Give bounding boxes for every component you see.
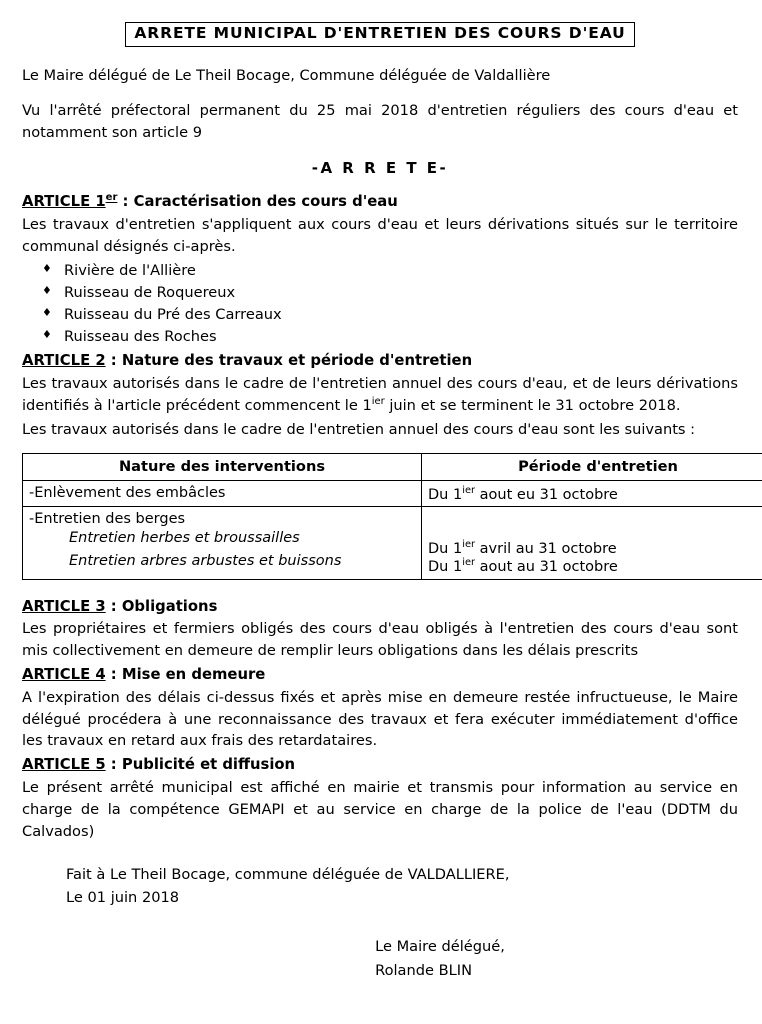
article-1-heading-sup: er <box>105 192 118 204</box>
periode-spacer <box>428 511 762 539</box>
intro-line: Le Maire délégué de Le Theil Bocage, Commune déléguée de Valdallière <box>22 66 551 84</box>
article-3-heading <box>22 596 738 617</box>
cell-periode-embacles <box>422 480 762 507</box>
signature-block <box>22 863 738 910</box>
article-1-body: Les travaux d'entretien s'appliquent aux cours d'eau et leurs dérivations situés sur le territoire communal désignés ci-après. <box>22 215 738 255</box>
article-4-heading-label: ARTICLE 4 <box>22 666 106 684</box>
periode-suffix: aout eu 31 octobre <box>475 486 618 503</box>
periode-sup: ier <box>462 539 476 551</box>
periode-prefix: Du 1 <box>428 486 463 503</box>
table-row <box>23 480 762 507</box>
berges-label: -Entretien des berges <box>29 511 186 528</box>
table-header-periode: Période d'entretien <box>422 453 762 480</box>
list-item: ♦ Rivière de l'Allière <box>22 260 738 282</box>
article-2-body-part2: juin et se terminent le 31 octobre 2018. <box>384 396 681 414</box>
periode-berges-1 <box>428 539 762 557</box>
cell-periode-berges <box>422 507 762 580</box>
article-3-heading-label: ARTICLE 3 <box>22 598 106 616</box>
cell-intervention-berges <box>23 507 422 580</box>
list-item: ♦ Ruisseau du Pré des Carreaux <box>22 304 738 326</box>
vu-paragraph: Vu l'arrêté préfectoral permanent du 25 mai 2018 d'entretien réguliers des cours d'eau et notamment son article 9 <box>22 101 738 141</box>
periode-suffix: avril au 31 octobre <box>475 541 617 558</box>
article-5-body: Le présent arrêté municipal est affiché en mairie et transmis pour information au service en charge de la compétence GEMAPI et au service en charge de la police de l'eau (DDTM du Calvados) <box>22 778 738 840</box>
berges-sub-2: Entretien arbres arbustes et buissons <box>69 552 342 569</box>
table-header-row <box>23 453 762 480</box>
periode-berges-2 <box>428 557 762 575</box>
arrete-keyword: -A R R E T E- <box>311 159 449 178</box>
periode-prefix: Du 1 <box>428 541 463 558</box>
article-2-body-part1: Les travaux autorisés dans le cadre de l'entretien annuel des cours d'eau, et de leurs dérivations identifiés à l'article précédent commencent le 1 <box>22 374 738 414</box>
article-3-body: Les propriétaires et fermiers obligés des cours d'eau obligés à l'entretien des cours d'eau sont mis collectivement en demeure de remplir leurs obligations dans les délais prescrits <box>22 620 738 660</box>
article-1-heading <box>22 191 738 212</box>
article-2-body <box>22 373 738 417</box>
signature-function: Le Maire délégué, <box>375 938 505 956</box>
periode-suffix: aout au 31 octobre <box>475 559 618 576</box>
article-5-heading <box>22 754 738 775</box>
table-row <box>23 507 762 580</box>
list-item: ♦ Ruisseau des Roches <box>22 326 738 348</box>
article-4-body: A l'expiration des délais ci-dessus fixés et après mise en demeure restée infructueuse, le Maire délégué procédera à une reconnaissance des travaux et fera exécuter immédiatement d'office les travaux en retard aux frais des retardataires. <box>22 688 738 750</box>
article-4-heading <box>22 664 738 685</box>
article-1-heading-label: ARTICLE 1 <box>22 193 106 211</box>
periode-prefix: Du 1 <box>428 559 463 576</box>
article-2-heading <box>22 350 738 371</box>
article-1-heading-rest: : Caractérisation des cours d'eau <box>117 193 398 211</box>
periode-sup: ier <box>462 557 476 569</box>
signature-right-inner <box>375 935 505 982</box>
table-header-interventions: Nature des interventions <box>23 453 422 480</box>
cours-eau-list <box>22 260 738 349</box>
berges-sub-1: Entretien herbes et broussailles <box>69 530 300 547</box>
article-3-heading-rest: : Obligations <box>105 598 218 616</box>
periode-sup: ier <box>462 484 476 496</box>
entretien-table <box>22 453 762 580</box>
page-title: ARRETE MUNICIPAL D'ENTRETIEN DES COURS D'EAU <box>125 22 634 47</box>
list-item: ♦ Ruisseau de Roquereux <box>22 282 738 304</box>
article-5-heading-rest: : Publicité et diffusion <box>105 756 296 774</box>
signature-name: Rolande BLIN <box>375 961 472 979</box>
article-2-heading-label: ARTICLE 2 <box>22 352 106 370</box>
signature-date: Le 01 juin 2018 <box>66 888 180 906</box>
article-5-heading-label: ARTICLE 5 <box>22 756 106 774</box>
signature-right-block <box>22 935 738 982</box>
article-2-heading-rest: : Nature des travaux et période d'entretien <box>105 352 473 370</box>
signature-place: Fait à Le Theil Bocage, commune déléguée de VALDALLIERE, <box>66 865 510 883</box>
article-4-heading-rest: : Mise en demeure <box>105 666 266 684</box>
title-container <box>22 22 738 47</box>
article-2-body-sup: ier <box>371 395 385 407</box>
cell-intervention-embacles: -Enlèvement des embâcles <box>23 480 422 507</box>
article-2-body-2: Les travaux autorisés dans le cadre de l'entretien annuel des cours d'eau sont les suivants : <box>22 420 696 438</box>
